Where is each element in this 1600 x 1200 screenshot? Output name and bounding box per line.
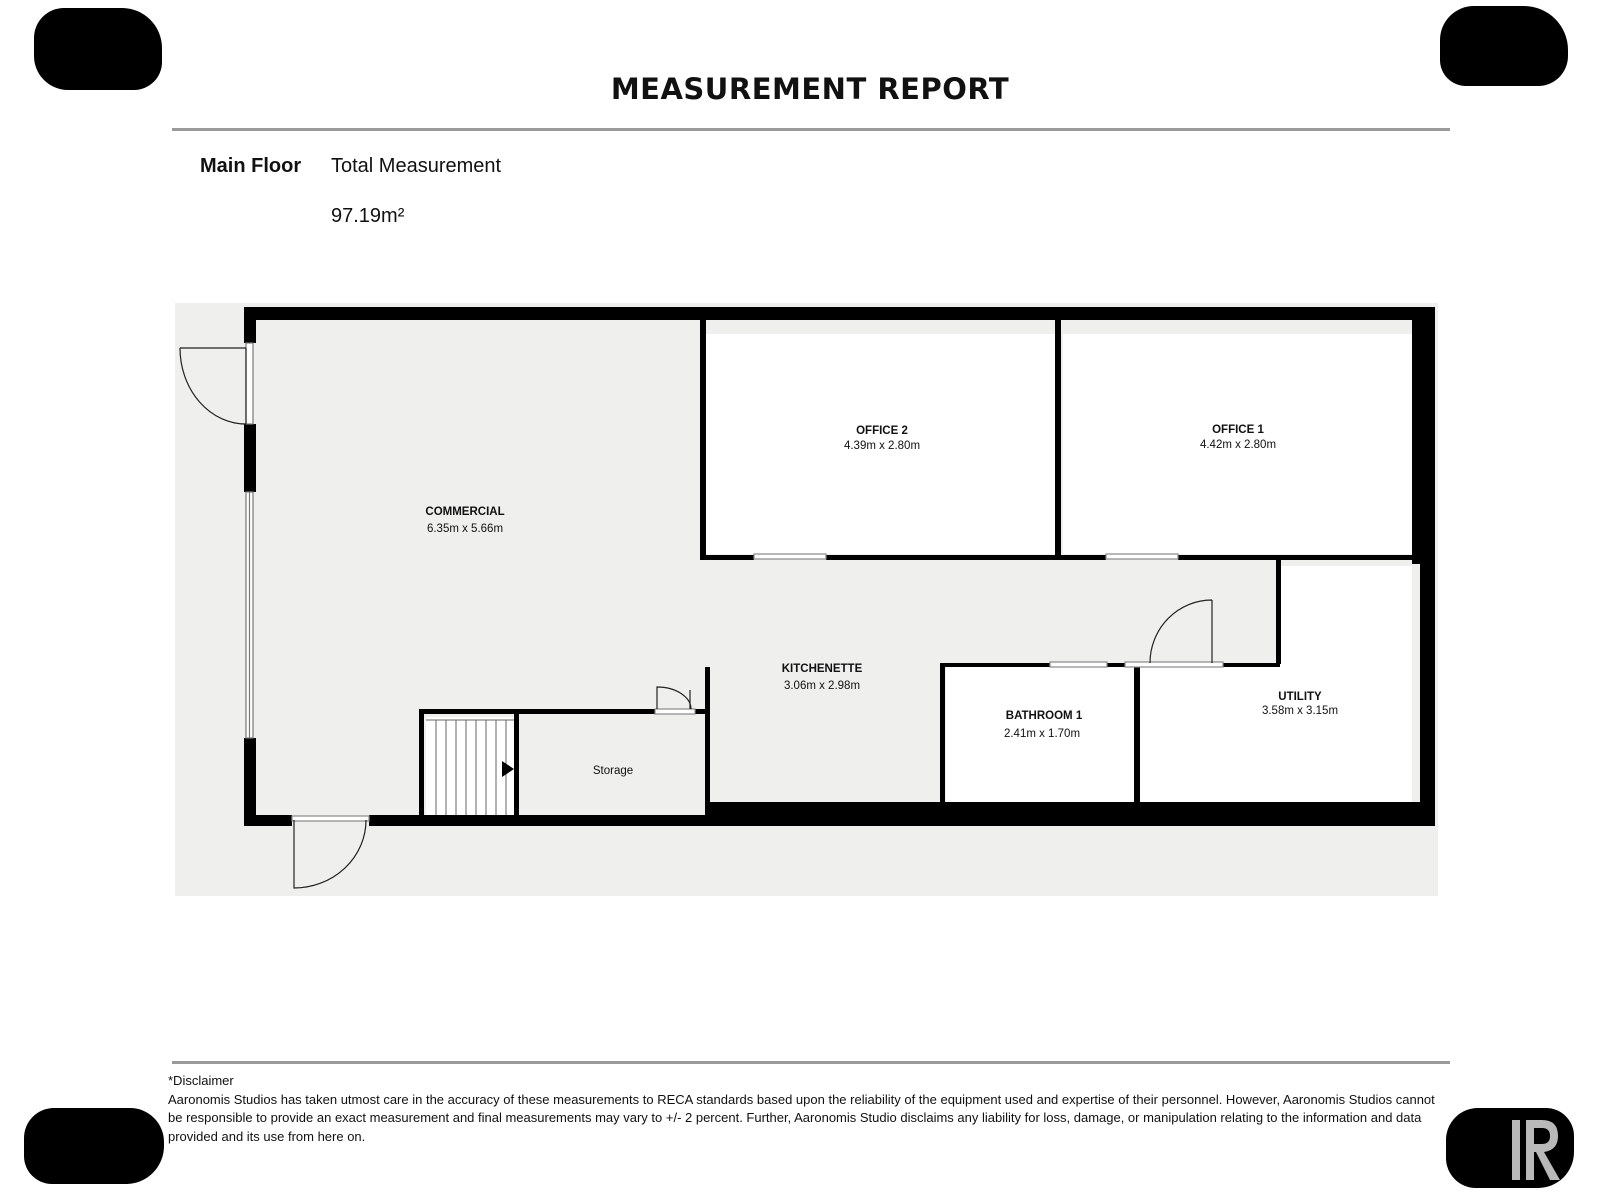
room-name-office-2: OFFICE 2 — [856, 425, 908, 437]
room-dims-utility: 3.58m x 3.15m — [1261, 705, 1339, 717]
disclaimer-body: Aaronomis Studios has taken utmost care in the accuracy of these measurements to RECA standards based upon the reliability of the equipment used and expertise of their personnel. However, Aaronomis Studios cannot be responsible to provide an exact measurement and final measurements may vary to +/- 2 percent. Further, Aaronomis Studio disclaims any liability for loss, damage, or manipulation relating to the information and data provided and its use from here on. — [168, 1091, 1435, 1144]
utility-area-lower — [1140, 667, 1280, 808]
room-dims-kitchenette: 3.06m x 2.98m — [783, 680, 861, 692]
room-dims-office-1: 4.42m x 2.80m — [1199, 439, 1277, 451]
room-name-bathroom-1: BATHROOM 1 — [1005, 710, 1083, 722]
room-name-storage: Storage — [592, 765, 634, 777]
total-measurement-value: 97.19m² — [331, 205, 405, 227]
disclaimer-heading: *Disclaimer — [168, 1073, 234, 1088]
report-title: MEASUREMENT REPORT — [610, 72, 1010, 106]
disclaimer — [168, 1072, 1452, 1146]
room-name-kitchenette: KITCHENETTE — [781, 663, 863, 675]
utility-area — [1280, 566, 1412, 808]
room-dims-office-2: 4.39m x 2.80m — [843, 440, 921, 452]
room-name-commercial: COMMERCIAL — [425, 506, 505, 518]
footer-divider — [172, 1061, 1450, 1064]
room-dims-bathroom-1: 2.41m x 1.70m — [1003, 728, 1081, 740]
total-measurement-label: Total Measurement — [331, 155, 502, 177]
stairwell — [426, 717, 514, 822]
room-name-office-1: OFFICE 1 — [1212, 424, 1264, 436]
floor-label: Main Floor — [200, 155, 302, 177]
storefront-window — [246, 343, 253, 738]
room-dims-commercial: 6.35m x 5.66m — [426, 523, 504, 535]
room-name-utility: UTILITY — [1278, 691, 1322, 703]
